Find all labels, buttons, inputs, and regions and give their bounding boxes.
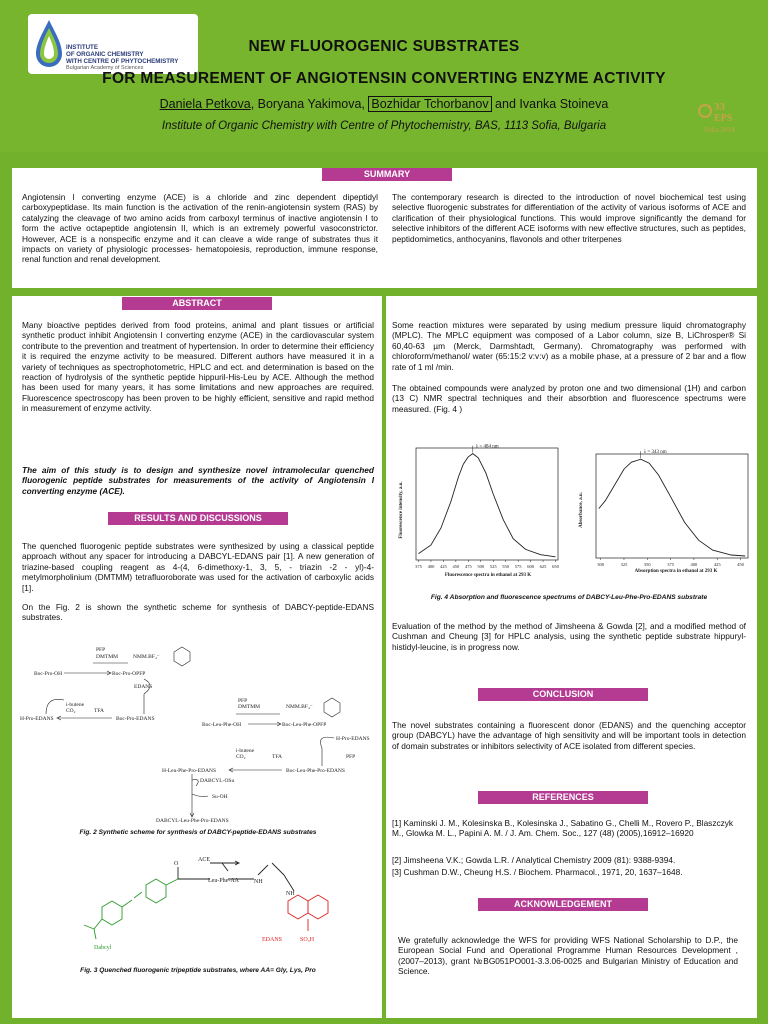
scheme-label: CO₂ — [236, 754, 246, 760]
fig3-caption: Fig. 3 Quenched fluorogenic tripeptide substrates, where AA= Gly, Lys, Pro — [80, 967, 316, 974]
author-name: Ivanka Stoineva — [519, 97, 609, 111]
scheme-label: H-Leu-Phe-Pro-EDANS — [162, 768, 217, 774]
fluorescence-line — [419, 454, 556, 557]
x-tick-label: 400 — [427, 564, 435, 569]
scheme-label: NMM.BF₄⁻ — [286, 704, 313, 710]
x-tick-label: 325 — [620, 562, 628, 567]
fig4-caption: Fig. 4 Absorption and fluorescence spectrums of DABCY-Leu-Phe-Pro-EDANS substrate — [430, 594, 708, 601]
scheme-label: PFP — [238, 698, 248, 704]
logo-line: INSTITUTE — [66, 44, 98, 51]
struct-label: ACE — [198, 857, 210, 863]
scheme-label: DMTMM — [96, 654, 119, 660]
scheme-label: H-Pro-EDANS — [336, 736, 370, 742]
poster-title-line1: NEW FLUOROGENIC SUBSTRATES — [248, 38, 520, 55]
results-title: RESULTS AND DISCUSSIONS — [108, 512, 288, 525]
scheme-label: Boc-Pro-OPFP — [112, 671, 146, 677]
scheme-label: i-butene — [66, 702, 85, 708]
x-tick-label: 600 — [527, 564, 534, 569]
svg-text:EPS: EPS — [714, 113, 733, 124]
logo-line: Bulgarian Academy of Sciences — [66, 65, 144, 71]
struct-label: NH — [286, 891, 295, 897]
fluorescence-chart — [392, 440, 562, 580]
scheme-label: i-butene — [236, 748, 255, 754]
abstract-title: ABSTRACT — [122, 297, 272, 310]
author-name: Boryana Yakimova — [257, 97, 362, 111]
summary-right-text: The contemporary research is directed to the introduction of novel biochemical test using selective fluorogenic substrates for differentiation of the activity of various isoforms of ACE and clarification of their physiological functions. This would improve significantly the demand for selective inhibitors of the different ACE isoforms with new effective structures, such as peptides, peptidomimetics, anthocyanins, flavonols and other triterpenes — [392, 192, 746, 244]
reference-3: [3] Cushman D.W., Cheung H.S. / Biochem. Pharmacol., 1971, 20, 1637–1648. — [392, 867, 683, 877]
references-title: REFERENCES — [478, 791, 648, 804]
struct-label: SO₃H — [300, 937, 315, 943]
author-list — [0, 97, 768, 111]
ack-text: We gratefully acknowledge the WFS for providing WFS National Scholarship to D.P., the European Social Fund and Operational Programme Human Resources Development , (2007–2013), grant №BG051PO001-3.3.06-0025 and Bulgarian Ministry of Education and Science. — [398, 935, 738, 977]
fluorescence-xlabel: Fluorescence spectra in ethanol at 293 K — [444, 573, 532, 578]
methods-text-2: The obtained compounds were analyzed by proton one and two dimensional (1H) and carbon (13 C) NMR spectral techniques and their absorbtion and fluorescence spectrums were measured. (Fig. 4 ) — [392, 383, 746, 414]
scheme-label: NMM.BF₄⁻ — [133, 654, 160, 660]
reference-1: [1] Kaminski J. M., Kolesinska B., Kolesinska J., Sabatino G., Chelli M., Rovero P., Blaszczyk M., Glowka M. L., Papini A. M. / J. Am. Chem. Soc., 127 (48) (2005),16912–16920 — [392, 818, 734, 839]
x-tick-label: 500 — [477, 564, 485, 569]
scheme-label: DABCYL-OSu — [200, 778, 235, 784]
x-tick-label: 400 — [690, 562, 698, 567]
scheme-label: TFA — [272, 754, 282, 760]
scheme-label: Boc-Leu-Phe-OPFP — [282, 722, 327, 728]
svg-text:33: 33 — [714, 101, 725, 113]
results-text: The quenched fluorogenic peptide substrates were synthesized by using a classical peptide approach without any spacer for introducing a DABCYL-EDANS pair [1]. A new generation of triazine-based coupling reagent as 4-(4, 6-dimethoxy-1, 3, 5, - triazin -2 - yl)-4-metylmorpholinium (DMTMM) tetrafluoroborate was used for the activation of carboxylic acids [1]. — [22, 541, 374, 593]
results-text-2: On the Fig. 2 is shown the synthetic scheme for synthesis of DABCY-peptide-EDANS substrates. — [22, 602, 374, 623]
fluorescence-annotation: λ = 484 nm — [475, 444, 499, 450]
summary-left-text: Angiotensin I converting enzyme (ACE) is a chloride and zinc dependent dipeptidyl carboxypeptidase. Its main function is the activation of the renin-angiotensin system (RAS) by catalyzing the cleavage of two amino acids from carboxyl terminus of inactive angiotensin I to form the active octapeptide angiotensin II, which is an extremely powerful vasoconstrictor. However, ACE is a nonspecific enzyme and it can cleave a wide range of substrates thus it impacts on variety of physiologic processes- hematopoiesis, reproduction, immune response, renal function and renal development. — [22, 192, 378, 265]
absorption-chart — [572, 446, 752, 580]
ack-title: ACKNOWLEDGEMENT — [478, 898, 648, 911]
scheme-label: PFP — [346, 754, 356, 760]
eps-logo — [696, 96, 746, 136]
x-tick-label: 350 — [643, 562, 651, 567]
poster-title-line2: FOR MEASUREMENT OF ANGIOTENSIN CONVERTING ENZYME ACTIVITY — [102, 70, 666, 87]
logo-line: WITH CENTRE OF PHYTOCHEMISTRY — [66, 58, 179, 65]
abstract-aim: The aim of this study is to design and synthesize novel intramolecular quenched fluorogenic peptide substrates for measurements of the activity of Angiotensin I converting enzyme (ACE). — [22, 465, 374, 496]
tripeptide-structure — [50, 845, 370, 965]
logo-line: OF ORGANIC CHEMISTRY — [66, 51, 144, 58]
scheme-label: Boc-Leu-Phe-Pro-EDANS — [286, 768, 345, 774]
synthesis-scheme — [16, 630, 376, 830]
scheme-label: Boc-Pro-OH — [34, 671, 63, 677]
absorption-annotation: λ = 343 nm — [643, 450, 667, 456]
conclusion-text: The novel substrates containing a fluorescent donor (EDANS) and the quenching acceptor group (DABCYL) have the advantage of high sensitivity and will be important tools in detection of domain substrates or inhibitors selectivity of ACE isolated from different species. — [392, 720, 746, 751]
dabcyl-label: Dabcyl — [94, 945, 112, 951]
scheme-label: Boc-Pro-EDANS — [116, 716, 155, 722]
x-tick-label: 300 — [597, 562, 605, 567]
scheme-label: DMTMM — [238, 704, 261, 710]
fluorescence-ylabel: Fluorescence intensity, a.u. — [399, 481, 404, 539]
scheme-label: CO₂ — [66, 708, 76, 714]
scheme-label: Su-OH — [212, 794, 228, 800]
scheme-label: EDANS — [134, 684, 153, 690]
struct-label: O — [174, 861, 179, 867]
ab-plot-frame — [596, 454, 748, 558]
x-tick-label: 575 — [514, 564, 522, 569]
absorption-xlabel: Absorption spectra in ethanol at 293 K — [634, 569, 718, 574]
eps-sub: Sofia 2014 — [704, 126, 735, 134]
x-tick-label: 375 — [667, 562, 674, 567]
edans-label: EDANS — [262, 937, 283, 943]
x-tick-label: 450 — [737, 562, 744, 567]
scheme-label: DABCYL-Leu-Phe-Pro-EDANS — [156, 818, 229, 824]
author-name: Daniela Petkova — [159, 97, 251, 111]
poster-header — [0, 0, 768, 152]
author-sep: , — [361, 97, 369, 111]
x-tick-label: 650 — [552, 564, 559, 569]
x-tick-label: 625 — [539, 564, 547, 569]
reference-2: [2] Jimsheena V.K.; Gowda L.R. / Analytical Chemistry 2009 (81): 9388-9394. — [392, 855, 676, 865]
absorption-line — [599, 459, 745, 556]
scheme-label: H-Pro-EDANS — [20, 716, 54, 722]
institution: Institute of Organic Chemistry with Centre of Phytochemistry, BAS, 1113 Sofia, Bulgaria — [161, 120, 607, 132]
absorption-ylabel: Absorbance, a.u. — [579, 492, 584, 528]
x-tick-label: 425 — [713, 562, 721, 567]
x-tick-label: 425 — [440, 564, 447, 569]
scheme-label: TFA — [94, 708, 104, 714]
x-tick-label: 375 — [415, 564, 422, 569]
evaluation-text: Evaluation of the method by the method of Jimsheena & Gowda [2], and a modified method of Cushman and Cheung [3] for HPLC analysis, using the synthetic peptide substrate hippuryl-histidyl-leucine, is in progress now. — [392, 621, 746, 652]
scheme-label: PFP — [96, 647, 106, 653]
author-name: Bozhidar Tchorbanov — [368, 96, 491, 112]
author-sep: and — [491, 97, 520, 111]
author-sep: , — [250, 97, 258, 111]
struct-label: Leu-Phe-AA — [208, 878, 239, 884]
conclusion-title: CONCLUSION — [478, 688, 648, 701]
x-tick-label: 525 — [489, 564, 497, 569]
fig2-caption: Fig. 2 Synthetic scheme for synthesis of DABCY-peptide-EDANS substrates — [79, 829, 317, 836]
methods-text: Some reaction mixtures were separated by using medium pressure liquid chromatography (MPLC). The MPLC equipment was composed of a Labor column, size B, LiChrosper® Si 60,40-63 µm (Merck, Darmshtadt, Germany). Chromatography was performed with chloroform/methanol/ water (65:15:2 v:v:v) as a mobile phase, at a pressure of 2 bar and a flow rate of 1 ml /min. — [392, 320, 746, 372]
fl-plot-frame — [416, 448, 558, 560]
struct-label: NH — [254, 879, 263, 885]
x-tick-label: 450 — [452, 564, 460, 569]
x-tick-label: 475 — [464, 564, 472, 569]
scheme-label: Boc-Leu-Phe-OH — [202, 722, 242, 728]
abstract-text: Many bioactive peptides derived from food proteins, animal and plant tissues or artificial synthetic product inhibit Angiotensin I converting enzyme (ACE) in the cardiovascular system contribute to the prevention and treatment of hypertension. In order to determine their efficiency it is required the enzyme activity to be measured. Different authors have measured it in a variety of techniques as spectrophotometric, HPLC and ect. and determination is based on the reaction of hydrolysis of the synthetic peptide hippuril-His-Leu by ACE. Although the method has been used for many years, it has some limitations and new approaches are required. Fluorescence spectroscopy has been proven to be highly efficient, sensitive and rapid method in measurement of enzyme activity. — [22, 320, 374, 414]
summary-title: SUMMARY — [322, 168, 452, 181]
x-tick-label: 550 — [502, 564, 510, 569]
